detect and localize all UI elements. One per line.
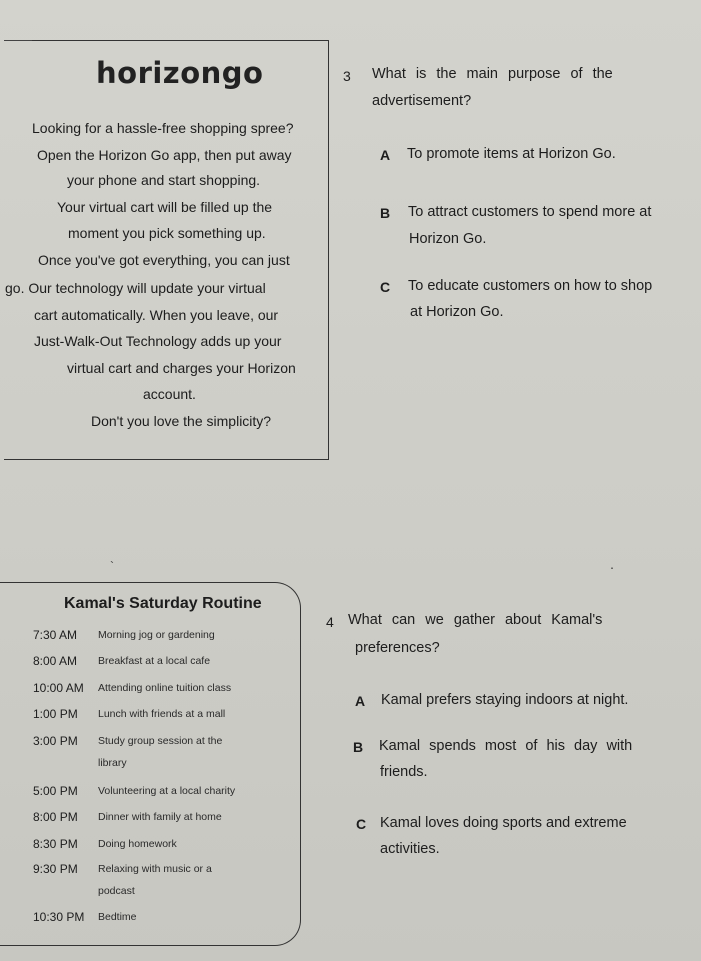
option-letter: B xyxy=(353,739,364,755)
question-text: preferences? xyxy=(355,640,440,656)
ad-line: cart automatically. When you leave, our xyxy=(34,307,279,323)
routine-activity: Breakfast at a local cafe xyxy=(98,655,211,667)
routine-activity: Volunteering at a local charity xyxy=(98,785,236,797)
option-letter: A xyxy=(380,147,391,163)
ad-line: moment you pick something up. xyxy=(68,225,266,241)
ad-line: Open the Horizon Go app, then put away xyxy=(37,147,292,163)
ad-line: Looking for a hassle-free shopping spree? xyxy=(32,120,294,136)
routine-time: 7:30 AM xyxy=(33,628,78,642)
routine-time: 8:00 PM xyxy=(33,810,78,824)
option-text: Kamal loves doing sports and extreme xyxy=(380,815,627,831)
routine-activity: Dinner with family at home xyxy=(98,811,222,823)
question-number: 3 xyxy=(343,68,351,84)
option-text: at Horizon Go. xyxy=(410,304,504,320)
routine-time: 8:30 PM xyxy=(33,837,78,851)
ad-line: Your virtual cart will be filled up the xyxy=(57,199,273,215)
routine-activity: library xyxy=(98,757,127,769)
option-text: To promote items at Horizon Go. xyxy=(407,146,616,162)
pen-mark: ` xyxy=(110,559,114,573)
routine-time: 8:00 AM xyxy=(33,654,78,668)
ad-line: your phone and start shopping. xyxy=(67,172,261,188)
routine-activity: Lunch with friends at a mall xyxy=(98,708,226,720)
routine-time: 10:30 PM xyxy=(33,910,85,924)
routine-activity: Attending online tuition class xyxy=(98,682,232,694)
ad-line: Don't you love the simplicity? xyxy=(91,413,272,429)
routine-activity: Relaxing with music or a xyxy=(98,863,212,875)
routine-activity: Morning jog or gardening xyxy=(98,629,215,641)
routine-time: 10:00 AM xyxy=(33,681,84,695)
option-letter: C xyxy=(380,279,391,295)
question-text: advertisement? xyxy=(372,93,472,109)
option-text: friends. xyxy=(380,764,428,780)
routine-time: 5:00 PM xyxy=(33,784,78,798)
option-letter: A xyxy=(355,693,366,709)
option-text: activities. xyxy=(380,841,440,857)
pen-mark: ․ xyxy=(610,558,615,572)
option-letter: C xyxy=(356,816,367,832)
routine-time: 9:30 PM xyxy=(33,862,78,876)
ad-line: Once you've got everything, you can just xyxy=(38,252,290,268)
horizongo-logo: horizongo xyxy=(96,56,264,90)
ad-line: account. xyxy=(143,386,196,402)
option-text: To educate customers on how to shop xyxy=(408,278,653,294)
routine-activity: Study group session at the xyxy=(98,735,223,747)
question-text: What is the main purpose of the xyxy=(372,66,613,82)
question-text: What can we gather about Kamal's xyxy=(348,612,603,628)
ad-line: virtual cart and charges your Horizon xyxy=(67,360,296,376)
routine-activity: Bedtime xyxy=(98,911,137,923)
ad-line: Just-Walk-Out Technology adds up your xyxy=(34,333,282,349)
question-number: 4 xyxy=(326,614,334,630)
routine-activity: podcast xyxy=(98,885,135,897)
option-text: Kamal prefers staying indoors at night. xyxy=(381,692,629,708)
routine-activity: Doing homework xyxy=(98,838,177,850)
ad-line: go. Our technology will update your virtual xyxy=(5,280,266,296)
routine-time: 3:00 PM xyxy=(33,734,78,748)
option-letter: B xyxy=(380,205,391,221)
option-text: Kamal spends most of his day with xyxy=(379,738,633,754)
routine-time: 1:00 PM xyxy=(33,707,78,721)
routine-title: Kamal's Saturday Routine xyxy=(64,595,262,612)
option-text: To attract customers to spend more at xyxy=(408,204,652,220)
option-text: Horizon Go. xyxy=(409,231,487,247)
